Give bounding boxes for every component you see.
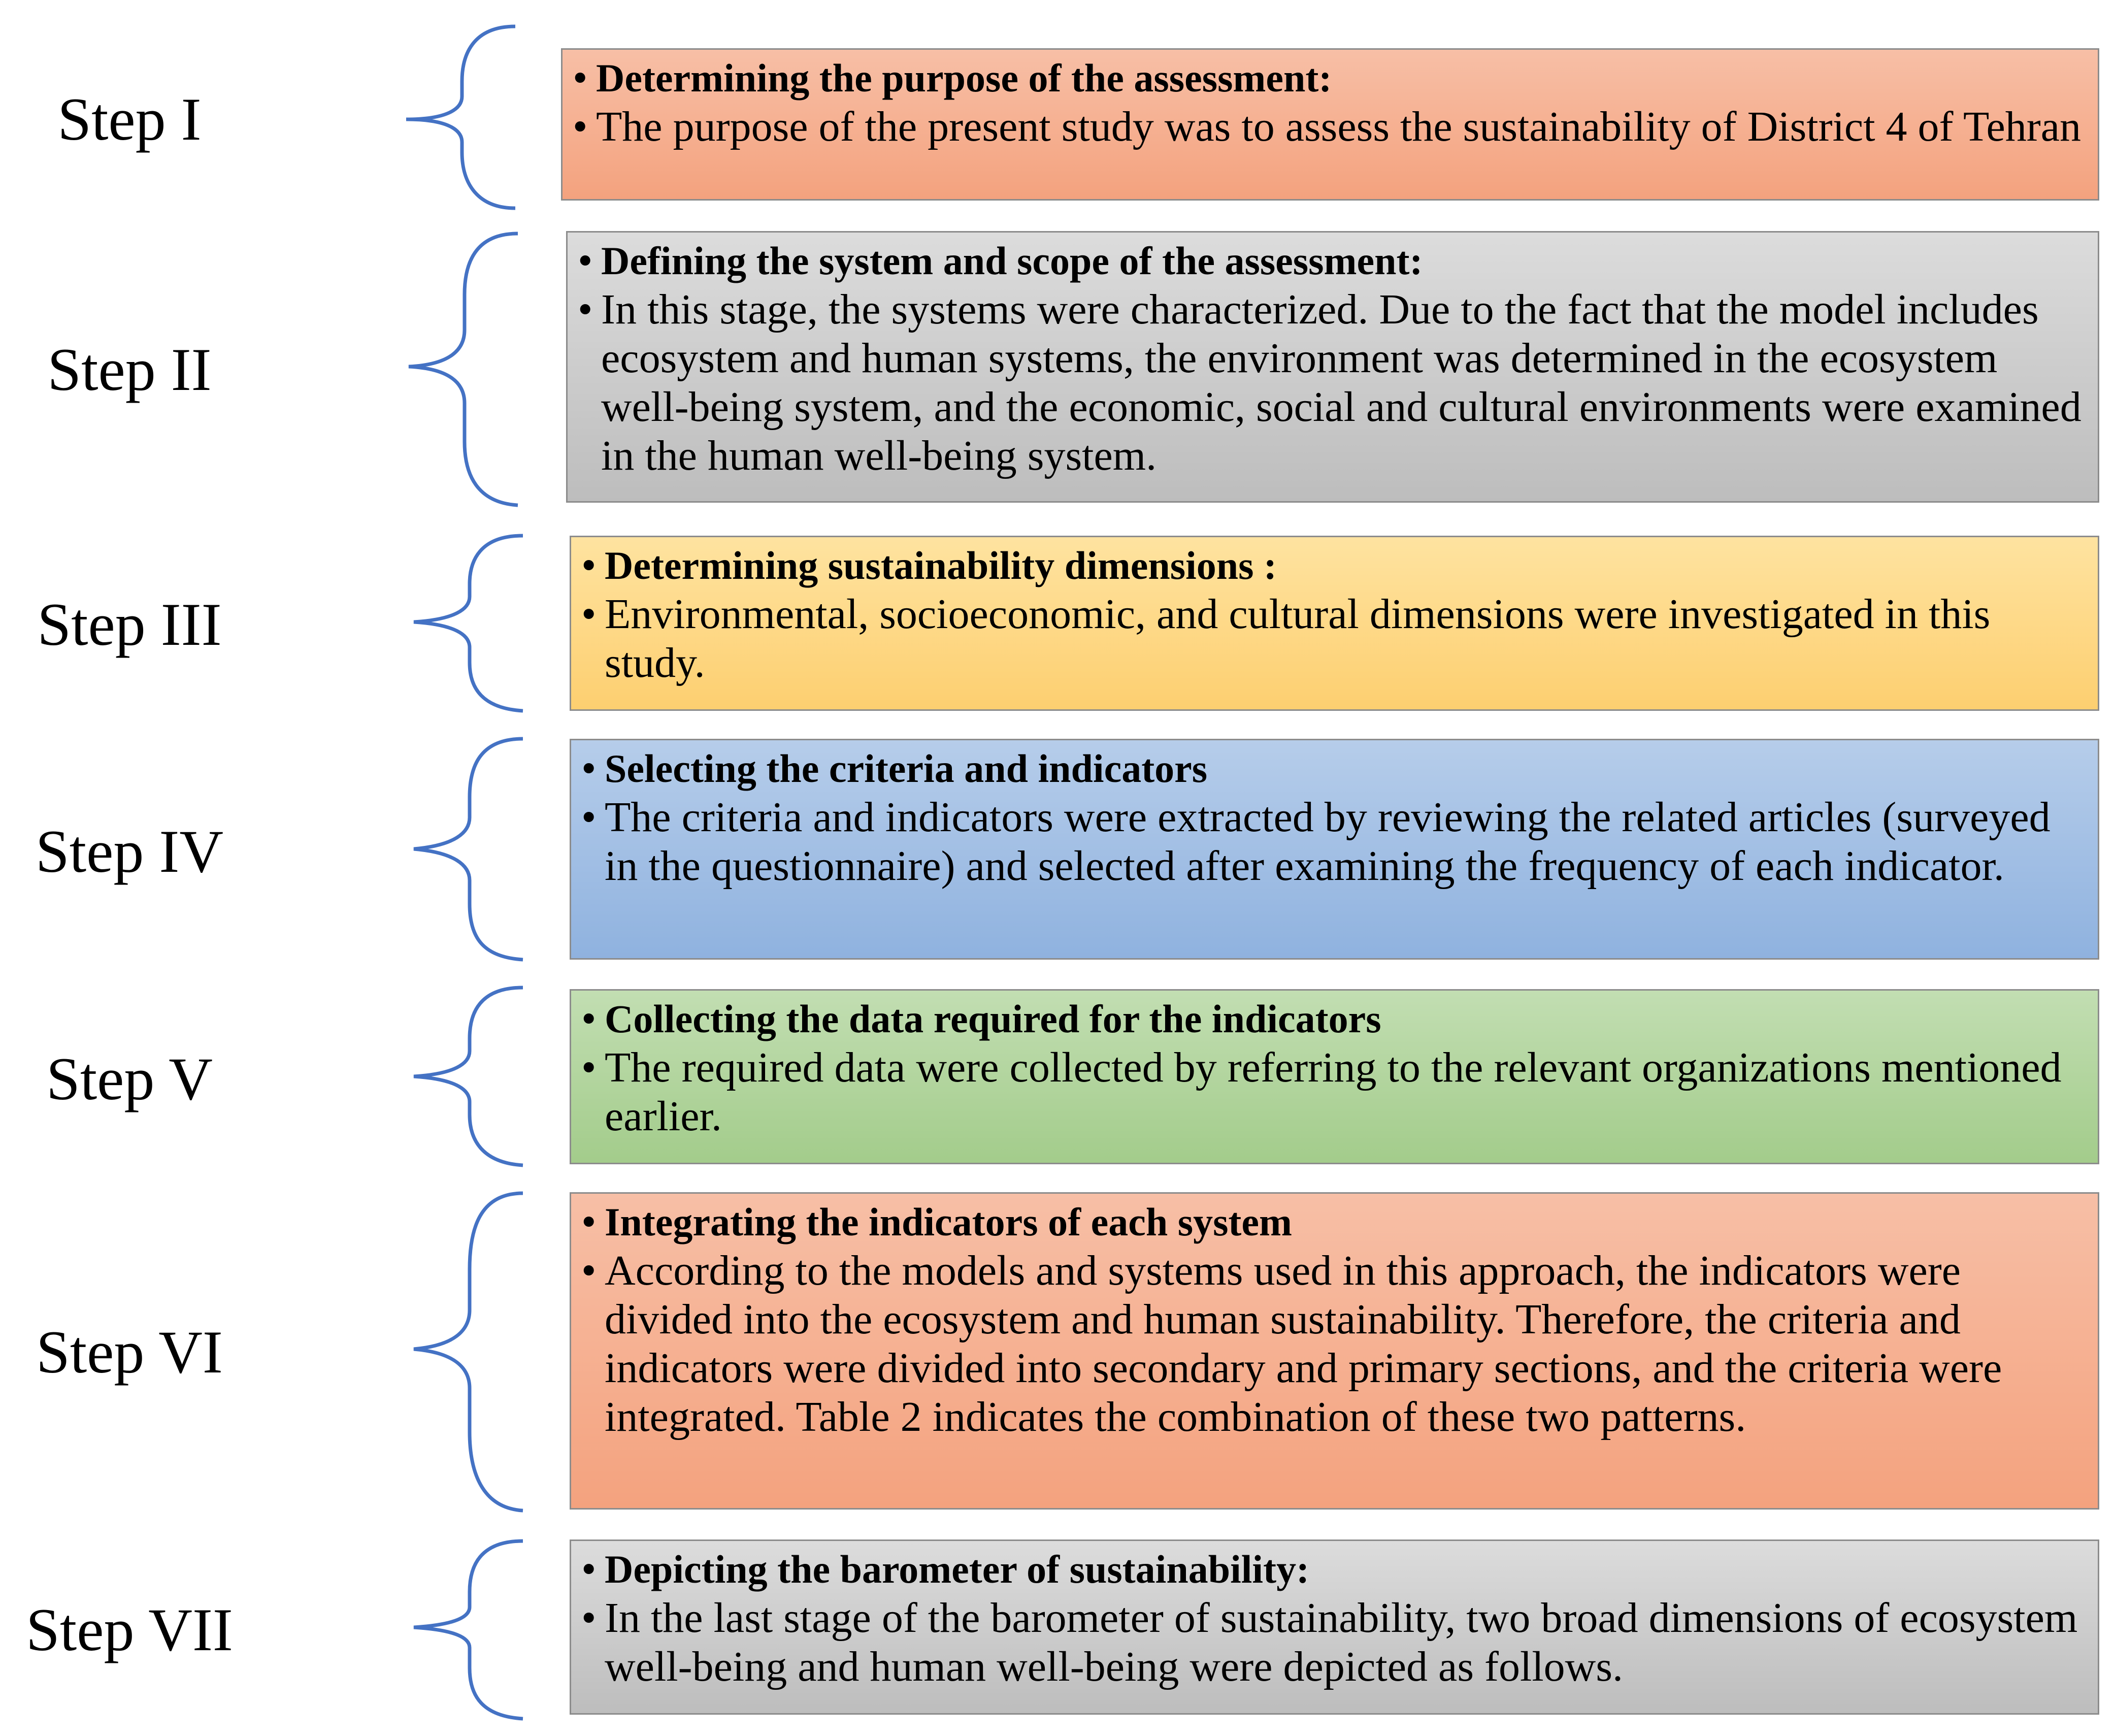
bullet-icon: • bbox=[581, 1247, 597, 1294]
bullet-icon: • bbox=[581, 542, 597, 589]
bullet-icon: • bbox=[581, 1594, 597, 1642]
step-title: Collecting the data required for the indicators bbox=[605, 997, 1381, 1041]
brace-step-5 bbox=[414, 988, 523, 1165]
step-description: Environmental, socioeconomic, and cultural dimensions were investigated in this study. bbox=[605, 591, 1991, 686]
bullet-icon: • bbox=[578, 237, 593, 284]
brace-step-2 bbox=[409, 234, 518, 505]
bullet-icon: • bbox=[581, 1546, 597, 1593]
step-title: Defining the system and scope of the assessment: bbox=[601, 239, 1423, 283]
step-box-6 bbox=[570, 1192, 2099, 1510]
step-box-3 bbox=[570, 536, 2099, 711]
step-title: Integrating the indicators of each system bbox=[605, 1200, 1292, 1244]
step-box-5 bbox=[570, 989, 2099, 1164]
step-description: According to the models and systems used in this approach, the indicators were divided into the ecosystem and human sustainability. Therefore, the criteria and indicators were divided into secondary and primary sections, and the criteria were integrated. Table 2 indicates the combination of these two patterns. bbox=[605, 1247, 2002, 1440]
step-description: The required data were collected by referring to the relevant organizations mentioned earlier. bbox=[605, 1044, 2062, 1140]
bullet-icon: • bbox=[581, 1198, 597, 1246]
step-label-3: Step III bbox=[37, 591, 222, 658]
bullet-icon: • bbox=[573, 103, 588, 150]
step-box-7 bbox=[570, 1540, 2099, 1715]
brace-step-6 bbox=[414, 1193, 523, 1511]
step-label-6: Step VI bbox=[36, 1318, 223, 1386]
step-box-1 bbox=[561, 48, 2099, 201]
step-box-2 bbox=[566, 231, 2099, 503]
step-title: Determining the purpose of the assessment: bbox=[596, 56, 1332, 100]
bullet-icon: • bbox=[581, 1044, 597, 1091]
bullet-icon: • bbox=[581, 995, 597, 1042]
brace-step-3 bbox=[414, 536, 523, 711]
bullet-icon: • bbox=[578, 286, 593, 333]
bullet-icon: • bbox=[573, 54, 588, 102]
step-label-5: Step V bbox=[46, 1045, 213, 1112]
step-description: The purpose of the present study was to assess the sustainability of District 4 of Tehran bbox=[596, 103, 2081, 150]
bullet-icon: • bbox=[581, 591, 597, 638]
step-description: In this stage, the systems were characterized. Due to the fact that the model includes ecosystem and human systems, the environment was determined in the ecosystem well-being system, and the economic, social and cultural environments were examined in the human well-being system. bbox=[601, 286, 2081, 479]
brace-step-4 bbox=[414, 739, 523, 960]
step-title: Selecting the criteria and indicators bbox=[605, 746, 1208, 791]
bullet-icon: • bbox=[581, 745, 597, 792]
step-title: Determining sustainability dimensions : bbox=[605, 543, 1277, 587]
step-description: The criteria and indicators were extracted by reviewing the related articles (surveyed in the questionnaire) and selected after examining the frequency of each indicator. bbox=[605, 794, 2051, 890]
step-label-4: Step IV bbox=[36, 817, 223, 885]
step-box-4 bbox=[570, 739, 2099, 960]
step-label-2: Step II bbox=[47, 336, 212, 403]
brace-step-7 bbox=[414, 1541, 523, 1719]
step-title: Depicting the barometer of sustainability: bbox=[605, 1547, 1310, 1591]
bullet-icon: • bbox=[581, 794, 597, 841]
step-label-7: Step VII bbox=[26, 1596, 233, 1663]
step-description: In the last stage of the barometer of sustainability, two broad dimensions of ecosystem well-being and human well-being were depicted as follows. bbox=[605, 1594, 2078, 1690]
step-label-1: Step I bbox=[57, 85, 202, 153]
brace-step-1 bbox=[406, 26, 515, 208]
